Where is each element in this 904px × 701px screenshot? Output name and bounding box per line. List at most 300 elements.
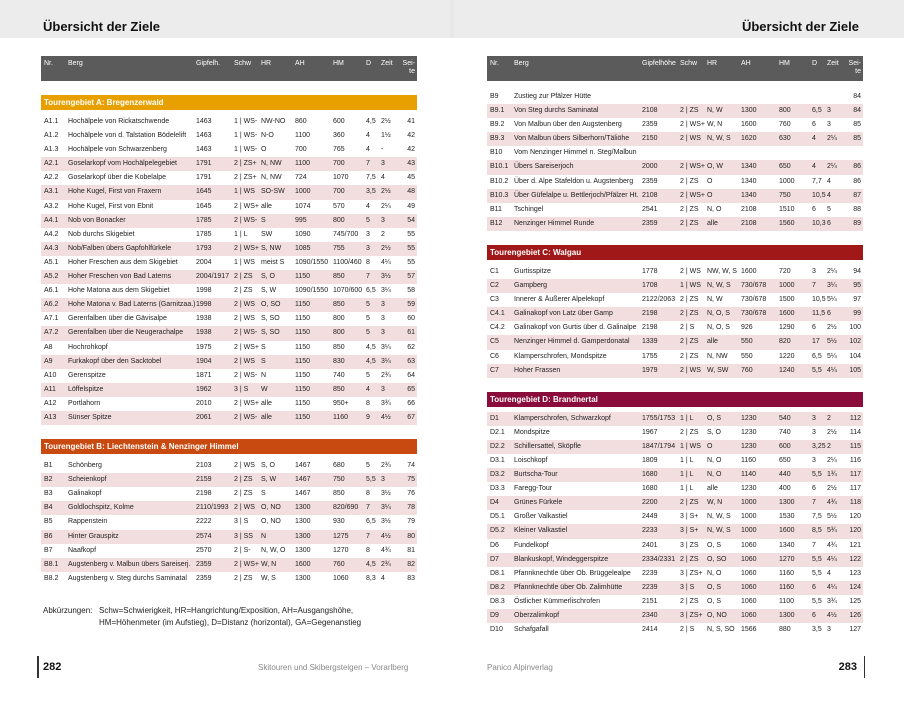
cell-ah: 995 [295, 216, 307, 224]
abbreviations-line1: Schw=Schwierigkeit, HR=Hangrichtung/Exposition, AH=Ausgangshöhe, [99, 606, 354, 615]
cell-d: 6,5 [366, 518, 376, 526]
cell-d: 10,5 [812, 191, 826, 199]
cell-schw: 2 | ZS [234, 273, 253, 281]
cell-d: 7 [366, 273, 370, 281]
cell-hm: 1270 [779, 555, 795, 563]
cell-zeit: 4 [827, 177, 831, 185]
table-row [41, 369, 417, 383]
cell-d: 4 [366, 385, 370, 393]
cell-nr: D2.1 [490, 428, 505, 436]
cell-ah: 1467 [295, 462, 311, 470]
cell-schw: 1 | WS [234, 188, 255, 196]
cell-hm: 1500 [779, 296, 795, 304]
cell-hr: N, O [707, 471, 722, 479]
cell-berg: Pfannknechtle über Ob. Zalimhütte [514, 583, 623, 591]
cell-d: 3,25 [812, 442, 826, 450]
column-header-gipfelhoehe: Gipfelhöhe [642, 60, 676, 67]
cell-zeit: 3 [381, 315, 385, 323]
cell-nr: A1.1 [44, 118, 59, 125]
cell-hm: 1160 [779, 583, 795, 591]
cell-seite: 120 [849, 513, 861, 521]
cell-berg: Vom Nenzinger Himmel n. Steg/Malbun [514, 149, 637, 157]
cell-berg: Hoher Frassen [514, 366, 561, 374]
cell-zeit: 3 [827, 121, 831, 129]
cell-zeit: 3¼ [381, 343, 391, 351]
cell-ah: 1566 [741, 626, 757, 634]
cell-schw: 2 | WS [234, 301, 255, 309]
cell-ah: 730/678 [741, 282, 767, 290]
cell-schw: 2 | WS+ [234, 202, 259, 210]
cell-ah: 1060 [741, 555, 757, 563]
column-header-seite: Sei- te [402, 60, 415, 75]
cell-schw: 3 | S [234, 385, 249, 393]
cell-nr: C1 [490, 267, 499, 275]
cell-zeit: 2¾ [381, 462, 391, 470]
table-row [487, 160, 863, 174]
cell-berg: Hochrohkopf [68, 343, 108, 351]
cell-zeit: 2½ [381, 188, 391, 196]
cell-seite: 66 [407, 399, 415, 407]
cell-seite: 120 [849, 527, 861, 535]
cell-schw: 2 | ZS [680, 555, 699, 563]
cell-nr: B5 [44, 518, 53, 526]
table-row [41, 487, 417, 501]
cell-zeit: 3½ [381, 518, 391, 526]
cell-gipfelhoehe [639, 146, 677, 160]
cell-berg: Von Steg durchs Saminatal [514, 107, 599, 115]
table-row [41, 129, 417, 143]
footer-book-title: Skitouren und Skibergsteigen – Vorarlberg [258, 663, 409, 672]
cell-seite: 94 [853, 267, 861, 275]
cell-schw: 2 | WS [234, 357, 255, 365]
cell-nr: D3.2 [490, 471, 505, 479]
table-row [487, 293, 863, 307]
cell-seite: 75 [407, 476, 415, 484]
cell-hr: N, W [707, 107, 723, 115]
cell-zeit: 4½ [827, 612, 837, 619]
cell-schw: 3 | ZS [680, 541, 699, 549]
page-title-right: Übersicht der Ziele [741, 19, 859, 34]
cell-seite: 58 [407, 287, 415, 295]
cell-hr: N-O [261, 132, 274, 140]
cell-nr: A1.2 [44, 132, 59, 140]
table-header-right [487, 56, 863, 81]
cell-hm: 700 [333, 188, 345, 196]
cell-hr: N [261, 371, 267, 379]
cell-d: 5 [366, 371, 370, 379]
cell-hm: 850 [333, 490, 345, 498]
cell-berg: Blankuskopf, Windeggerspitze [514, 555, 609, 563]
cell-seite: 99 [853, 310, 861, 318]
cell-hm: 745/700 [333, 230, 359, 238]
cell-hm: 760 [779, 121, 791, 129]
cell-seite: 124 [849, 583, 861, 591]
cell-zeit: 4½ [381, 532, 391, 540]
cell-hm: 680 [333, 462, 345, 470]
cell-gipfelhoehe: 1938 [196, 315, 212, 323]
cell-d: 6,5 [812, 352, 822, 360]
cell-d [809, 90, 824, 104]
cell-gipfelhoehe: 1904 [196, 357, 212, 365]
cell-gipfelhoehe: 2159 [196, 476, 212, 484]
cell-schw: 2 | ZS+ [234, 160, 257, 168]
cell-schw: 1 | L [234, 230, 248, 238]
cell-d: 11,5 [812, 310, 826, 318]
cell-berg: Loischkopf [514, 456, 548, 464]
cell-berg: Schillersattel, Sköpfle [514, 442, 581, 450]
cell-hm: 1100 [779, 597, 795, 605]
cell-seite: 89 [853, 219, 861, 227]
cell-schw: 3 | S [234, 518, 249, 526]
cell-d: 4 [366, 202, 370, 210]
cell-hm: 1275 [333, 532, 349, 540]
column-header-schw: Schw [680, 60, 698, 67]
cell-seite: 123 [849, 569, 861, 577]
cell-d: 5 [366, 329, 370, 337]
cell-gipfelhoehe: 2110/1993 [196, 504, 229, 512]
abbreviations-line2: HM=Höhenmeter (im Aufstieg), D=Distanz (horizontal), GA=Gegenanstieg [99, 618, 362, 627]
cell-hm: 750 [779, 191, 791, 199]
cell-hm: 850 [333, 343, 345, 351]
cell-d: 8 [366, 399, 370, 407]
cell-zeit: 2¾ [381, 371, 391, 379]
cell-hr: W, N [707, 121, 723, 129]
cell-ah: 1300 [741, 107, 757, 115]
cell-gipfelhoehe [639, 90, 677, 104]
cell-gipfelhoehe: 2010 [196, 399, 212, 407]
cell-d: 6 [812, 121, 816, 129]
cell-hr: O, W [707, 163, 723, 171]
cell-hm: 570 [333, 202, 345, 210]
cell-hm: 1300 [779, 612, 795, 619]
cell-berg: Gampberg [514, 282, 548, 290]
table-row [41, 411, 417, 425]
cell-d: 10,3 [812, 219, 826, 227]
cell-berg: Mondspitze [514, 428, 550, 436]
cell-ah: 1600 [295, 560, 311, 568]
cell-zeit: 5¼ [827, 296, 837, 304]
cell-d: 7,5 [812, 513, 822, 521]
cell-seite: 126 [849, 612, 861, 619]
table-row [41, 284, 417, 298]
cell-nr: A2.2 [44, 174, 59, 182]
cell-hr: alle [707, 485, 718, 493]
table-row [487, 350, 863, 364]
cell-hr: N [261, 532, 267, 540]
cell-nr: B9 [490, 93, 499, 100]
cell-ah: 1060 [741, 597, 757, 605]
cell-gipfelhoehe: 1998 [196, 287, 212, 295]
cell-hm: 1300 [779, 499, 795, 507]
cell-d: 3 [366, 244, 370, 252]
cell-gipfelhoehe: 1785 [196, 216, 212, 224]
cell-berg: Nob/Falben übers Gapfohlfürkele [68, 244, 172, 252]
cell-berg: Nenzinger Himmel d. Gamperdonatal [514, 338, 630, 346]
cell-schw: 2 | S [680, 626, 695, 634]
cell-d: 6 [812, 583, 816, 591]
cell-ah: 1150 [295, 315, 311, 323]
region-header-a: Tourengebiet A: Bregenzerwald [41, 95, 417, 110]
cell-seite: 63 [407, 357, 415, 365]
table-row [41, 228, 417, 242]
cell-nr: A11 [44, 385, 56, 393]
table-row [41, 383, 417, 397]
cell-ah: 1000 [295, 188, 311, 196]
cell-d: 6 [812, 485, 816, 493]
cell-ah: 1467 [295, 476, 311, 484]
cell-nr: B9.1 [490, 107, 505, 115]
cell-seite: 79 [407, 518, 415, 526]
cell-ah: 1300 [295, 532, 311, 540]
table-row [41, 214, 417, 228]
cell-ah: 1150 [295, 399, 311, 407]
cell-gipfelhoehe: 2061 [196, 413, 212, 421]
cell-nr: D1 [490, 414, 499, 422]
cell-seite: 42 [407, 146, 415, 154]
cell-berg: Augstenberg v. Malbun übers Sareiserj. [68, 560, 191, 568]
cell-gipfelhoehe: 1791 [196, 174, 212, 182]
cell-hr: N, S, SO [707, 626, 735, 634]
cell-gipfelhoehe: 1755 [642, 352, 658, 360]
cell-berg: Sünser Spitze [68, 413, 112, 421]
table-row [487, 335, 863, 349]
cell-gipfelhoehe: 1680 [642, 485, 658, 493]
cell-schw [677, 146, 704, 160]
cell-nr: D4 [490, 499, 499, 507]
cell-gipfelhoehe: 2150 [642, 135, 658, 143]
cell-seite: 62 [407, 343, 415, 351]
cell-ah: 1230 [741, 428, 757, 436]
cell-nr: A7.2 [44, 329, 59, 337]
cell-hr: O, S [707, 583, 722, 591]
cell-zeit: 4¼ [827, 555, 837, 563]
cell-schw: 2 | WS [680, 135, 701, 143]
table-row [487, 468, 863, 482]
cell-ah: 1060 [741, 612, 757, 619]
cell-berg: Nob durchs Skigebiet [68, 230, 135, 238]
cell-gipfelhoehe: 1463 [196, 118, 212, 125]
cell-zeit [824, 90, 844, 104]
cell-d: 3 [812, 428, 816, 436]
table-body-a [41, 115, 417, 425]
table-row [41, 397, 417, 411]
cell-hr: O, NO [261, 504, 281, 512]
cell-zeit: 3¼ [381, 357, 391, 365]
cell-ah: 1160 [741, 456, 757, 464]
cell-hm: 740 [779, 428, 791, 436]
cell-berg: Galinakopf [68, 490, 102, 498]
table-row [487, 307, 863, 321]
cell-hm: 830 [333, 357, 345, 365]
table-row [41, 473, 417, 487]
column-header-berg: Berg [68, 60, 83, 67]
table-row [487, 118, 863, 132]
cell-berg: Nob von Bonacker [68, 216, 126, 224]
cell-ah: 1300 [295, 574, 311, 582]
cell-nr: D8.3 [490, 597, 505, 605]
cell-berg: Rappenstein [68, 518, 108, 526]
cell-d: 5,5 [812, 569, 822, 577]
cell-schw: 1 | WS [234, 258, 255, 266]
table-row [487, 90, 863, 104]
cell-gipfelhoehe: 2198 [642, 324, 658, 332]
cell-gipfelhoehe: 1645 [196, 188, 212, 196]
table-row [41, 544, 417, 558]
cell-berg: Von Malbun übers Silberhorn/Täliöhe [514, 135, 630, 143]
cell-schw: 2 | ZS [680, 597, 699, 605]
cell-hm: 1510 [779, 205, 795, 213]
cell-gipfelhoehe: 2414 [642, 626, 658, 634]
cell-berg: Gerenspitze [68, 371, 106, 379]
cell-zeit: 2½ [827, 485, 837, 493]
cell-schw: 2 | ZS [234, 476, 253, 484]
cell-d: 4 [366, 132, 370, 140]
cell-hr: S, NW [261, 244, 282, 252]
cell-nr: B8.1 [44, 560, 59, 568]
cell-zeit: 2 [827, 414, 831, 422]
cell-gipfelhoehe: 1463 [196, 146, 212, 154]
cell-zeit: 4 [381, 174, 385, 182]
cell-zeit: 3 [381, 385, 385, 393]
table-row [487, 364, 863, 378]
column-header-ah: AH [295, 60, 305, 67]
cell-zeit: 3 [381, 329, 385, 337]
cell-schw: 3 | SS [234, 532, 253, 540]
cell-schw: 2 | WS+ [680, 191, 705, 199]
cell-seite: 67 [407, 413, 415, 421]
cell-hr: SO-SW [261, 188, 285, 196]
column-header-seite: Sei- te [848, 60, 861, 75]
cell-hr: S, O [707, 428, 722, 436]
table-row [487, 217, 863, 231]
table-row [41, 115, 417, 129]
cell-gipfelhoehe: 1962 [196, 385, 212, 393]
cell-hr: O, NO [261, 518, 281, 526]
cell-gipfelhoehe: 1755/1753 [642, 414, 676, 422]
cell-schw: 1 | WS- [234, 132, 258, 140]
cell-berg: Löffelspitze [68, 385, 104, 393]
cell-hm: 950+ [333, 399, 349, 407]
table-row [41, 341, 417, 355]
cell-ah: 860 [295, 118, 307, 125]
cell-ah: 1340 [741, 163, 757, 171]
cell-seite: 117 [849, 485, 861, 493]
cell-schw: 2 | ZS [680, 177, 699, 185]
cell-hm: 1270 [333, 546, 349, 554]
cell-hm: 760 [333, 560, 345, 568]
cell-schw: 2 | ZS [680, 499, 699, 507]
cell-ah: 1467 [295, 490, 311, 498]
cell-berg: Zustieg zur Pfälzer Hütte [514, 93, 592, 100]
cell-berg: Großer Valkastiel [514, 513, 568, 521]
column-header-berg: Berg [514, 60, 529, 67]
cell-hr: S, W [261, 476, 277, 484]
column-header-hr: HR [707, 60, 718, 67]
cell-schw: 2 | WS [680, 267, 701, 275]
cell-schw: 2 | ZS [234, 287, 253, 295]
cell-seite: 84 [853, 107, 861, 115]
cell-d: 5,5 [812, 555, 822, 563]
cell-d: 4 [812, 163, 816, 171]
cell-schw: 2 | ZS [680, 310, 699, 318]
table-row [487, 175, 863, 189]
cell-berg: Augstenberg v. Steg durchs Saminatal [68, 574, 187, 582]
cell-berg: Klamperschrofen, Schwarzkopf [514, 414, 611, 422]
cell-ah [738, 146, 776, 160]
cell-seite: 78 [407, 504, 415, 512]
cell-hm: 630 [779, 135, 791, 143]
cell-gipfelhoehe: 2151 [642, 597, 658, 605]
cell-berg: Hohe Matona aus dem Skigebiet [68, 287, 170, 295]
column-header-gipfelhoehe: Gipfelh. [196, 60, 221, 67]
cell-d: 5,5 [812, 366, 822, 374]
cell-hm: 1600 [779, 527, 795, 535]
column-header-d: D [812, 60, 818, 67]
cell-gipfelhoehe: 2359 [642, 219, 658, 227]
cell-nr: C3 [490, 296, 499, 304]
cell-zeit: 3¼ [827, 282, 837, 290]
cell-ah: 730/678 [741, 310, 767, 318]
cell-seite: 83 [407, 574, 415, 582]
cell-zeit: 2¼ [827, 135, 837, 143]
cell-nr: A7.1 [44, 315, 59, 323]
cell-hr: N, W, S [707, 513, 731, 521]
cell-ah: 1000 [741, 513, 757, 521]
cell-hr: N, O [707, 569, 722, 577]
cell-schw: 1 | L [680, 485, 694, 493]
cell-hm: 755 [333, 244, 345, 252]
cell-hm: 820 [779, 338, 791, 346]
cell-ah: 1100 [295, 132, 311, 140]
table-row [487, 581, 863, 595]
table-row [487, 510, 863, 524]
cell-d: 3 [366, 230, 370, 238]
cell-zeit [824, 146, 844, 160]
cell-schw: 2 | WS+ [680, 121, 705, 129]
cell-nr: B2 [44, 476, 53, 484]
cell-gipfelhoehe: 1967 [642, 428, 658, 436]
cell-nr: C7 [490, 366, 499, 374]
table-row [41, 256, 417, 270]
cell-seite: 43 [407, 160, 415, 168]
cell-schw: 2 | ZS [680, 352, 699, 360]
cell-schw: 3 | ZS+ [680, 569, 703, 577]
cell-schw: 2 | WS- [234, 329, 258, 337]
cell-gipfelhoehe: 1847/1794 [642, 442, 676, 450]
cell-d: 5 [366, 216, 370, 224]
table-row [487, 567, 863, 581]
cell-seite: 41 [407, 118, 415, 125]
cell-d: 5,5 [366, 476, 376, 484]
cell-berg: Übers Sareiserjoch [514, 163, 574, 171]
cell-hm: 1160 [333, 413, 349, 421]
cell-hr: S, W [261, 287, 277, 295]
cell-d: 3 [812, 414, 816, 422]
cell-nr: A6.2 [44, 301, 59, 309]
cell-zeit: 3 [827, 626, 831, 634]
cell-d: 4,5 [366, 357, 376, 365]
cell-hr: N, W, O [261, 546, 286, 554]
cell-zeit: 2½ [381, 244, 391, 252]
table-row [487, 482, 863, 496]
cell-ah: 1060 [741, 569, 757, 577]
cell-ah: 700 [295, 146, 307, 154]
cell-zeit: 3 [381, 301, 385, 309]
cell-hr: N, W [707, 296, 723, 304]
cell-ah: 1230 [741, 442, 757, 450]
cell-ah: 1090/1550 [295, 258, 329, 266]
column-header-hm: HM [333, 60, 344, 67]
